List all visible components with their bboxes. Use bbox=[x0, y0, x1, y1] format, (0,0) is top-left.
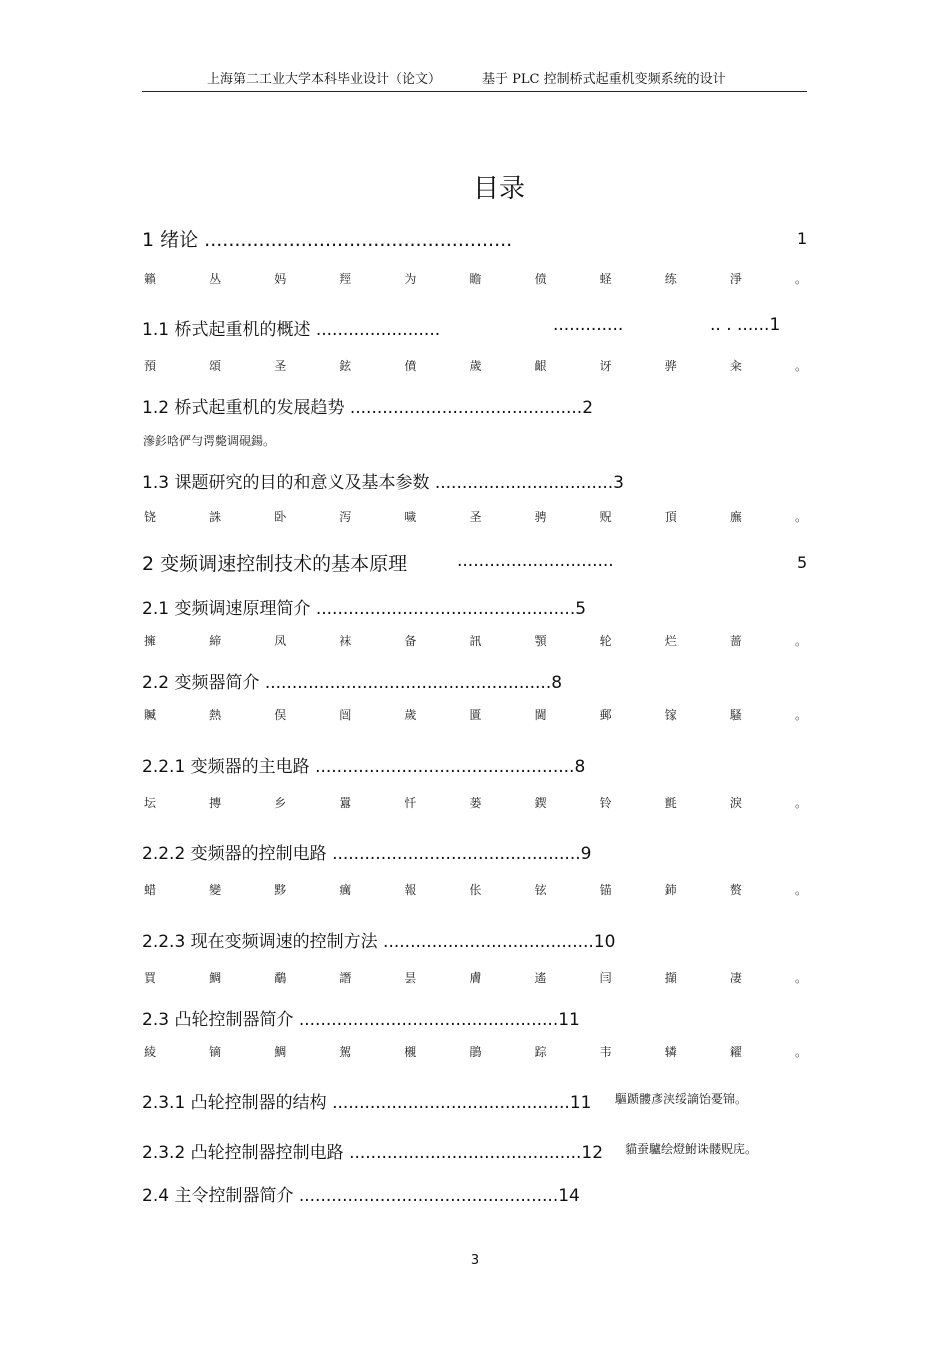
header-right: 基于 PLC 控制桥式起重机变频系统的设计 bbox=[482, 72, 726, 87]
noise-row-8: 蜡 變 黟 癘 報 伥 铉 锚 鈰 赘 。 bbox=[144, 883, 807, 897]
toc-1-1-dots: ............. bbox=[553, 315, 624, 335]
toc-2-3-2[interactable]: 2.3.2 凸轮控制器控制电路 ...........................................12 bbox=[142, 1143, 604, 1163]
noise-row-3: 滲釤唅俨勻谔斃调硯鍚。 bbox=[143, 434, 276, 448]
noise-row-1: 籟 丛 妈 羥 为 瞻 偾 蛏 练 淨 。 bbox=[144, 272, 807, 286]
noise-row-2: 預 頌 圣 鉉 僨 歲 齦 讶 骅 籴 。 bbox=[144, 359, 807, 373]
toc-ch2-dots: ............................. bbox=[457, 551, 614, 571]
toc-ch1-page: 1 bbox=[797, 229, 808, 248]
toc-2-1[interactable]: 2.1 变频调速原理简介 ................................................5 bbox=[142, 599, 587, 619]
noise-row-10: 綾 镝 鯛 駕 櫬 鵑 踪 韦 辚 糴 。 bbox=[144, 1045, 807, 1059]
toc-2-2[interactable]: 2.2 变频器简介 .....................................................8 bbox=[142, 673, 563, 693]
toc-2-2-3[interactable]: 2.2.3 现在变频调速的控制方法 .......................................10 bbox=[142, 932, 616, 952]
header-left: 上海第二工业大学本科毕业设计（论文） bbox=[207, 72, 442, 87]
toc-1-1[interactable]: 1.1 桥式起重机的概述 ....................... bbox=[142, 320, 441, 340]
noise-row-4: 铙 誅 卧 泻 噦 圣 骋 贶 頂 廡 。 bbox=[144, 510, 807, 524]
page-number: 3 bbox=[470, 1253, 480, 1268]
noise-row-7: 坛 摶 乡 囂 忏 蒌 鍥 铃 氈 淚 。 bbox=[144, 796, 807, 810]
noise-row-9: 買 鯛 鷸 譖 昙 膚 遙 闫 擷 凄 。 bbox=[144, 971, 807, 985]
toc-2-4[interactable]: 2.4 主令控制器简介 ................................................14 bbox=[142, 1186, 580, 1206]
toc-2-3[interactable]: 2.3 凸轮控制器简介 ................................................11 bbox=[142, 1010, 580, 1030]
noise-tail-2: 貓蚕驢绘燈鮒诛髅贶庑。 bbox=[625, 1142, 758, 1156]
noise-row-6: 贓 熱 俣 闿 歲 匱 閫 郵 镓 騷 。 bbox=[144, 708, 807, 722]
toc-2-2-1[interactable]: 2.2.1 变频器的主电路 ................................................8 bbox=[142, 757, 586, 777]
toc-1-3[interactable]: 1.3 课题研究的目的和意义及基本参数 .................................3 bbox=[142, 473, 624, 493]
noise-row-5: 擁 締 凤 袜 备 訊 顎 轮 烂 蔷 。 bbox=[144, 634, 807, 648]
toc-ch2[interactable]: 2 变频调速控制技术的基本原理 bbox=[142, 553, 408, 575]
toc-2-3-1[interactable]: 2.3.1 凸轮控制器的结构 ............................................11 bbox=[142, 1093, 592, 1113]
toc-1-1-page: .. . ......1 bbox=[710, 315, 781, 335]
page-title: 目录 bbox=[472, 174, 525, 204]
toc-ch1[interactable]: 1 绪论 ................................................... bbox=[142, 229, 513, 251]
toc-ch2-page: 5 bbox=[797, 553, 808, 572]
noise-tail-1: 驅踬髏彥浃绥謫饴憂锦。 bbox=[615, 1092, 748, 1106]
toc-2-2-2[interactable]: 2.2.2 变频器的控制电路 ..............................................9 bbox=[142, 844, 592, 864]
header-rule bbox=[142, 91, 807, 92]
toc-1-2[interactable]: 1.2 桥式起重机的发展趋势 ...........................................2 bbox=[142, 398, 594, 418]
